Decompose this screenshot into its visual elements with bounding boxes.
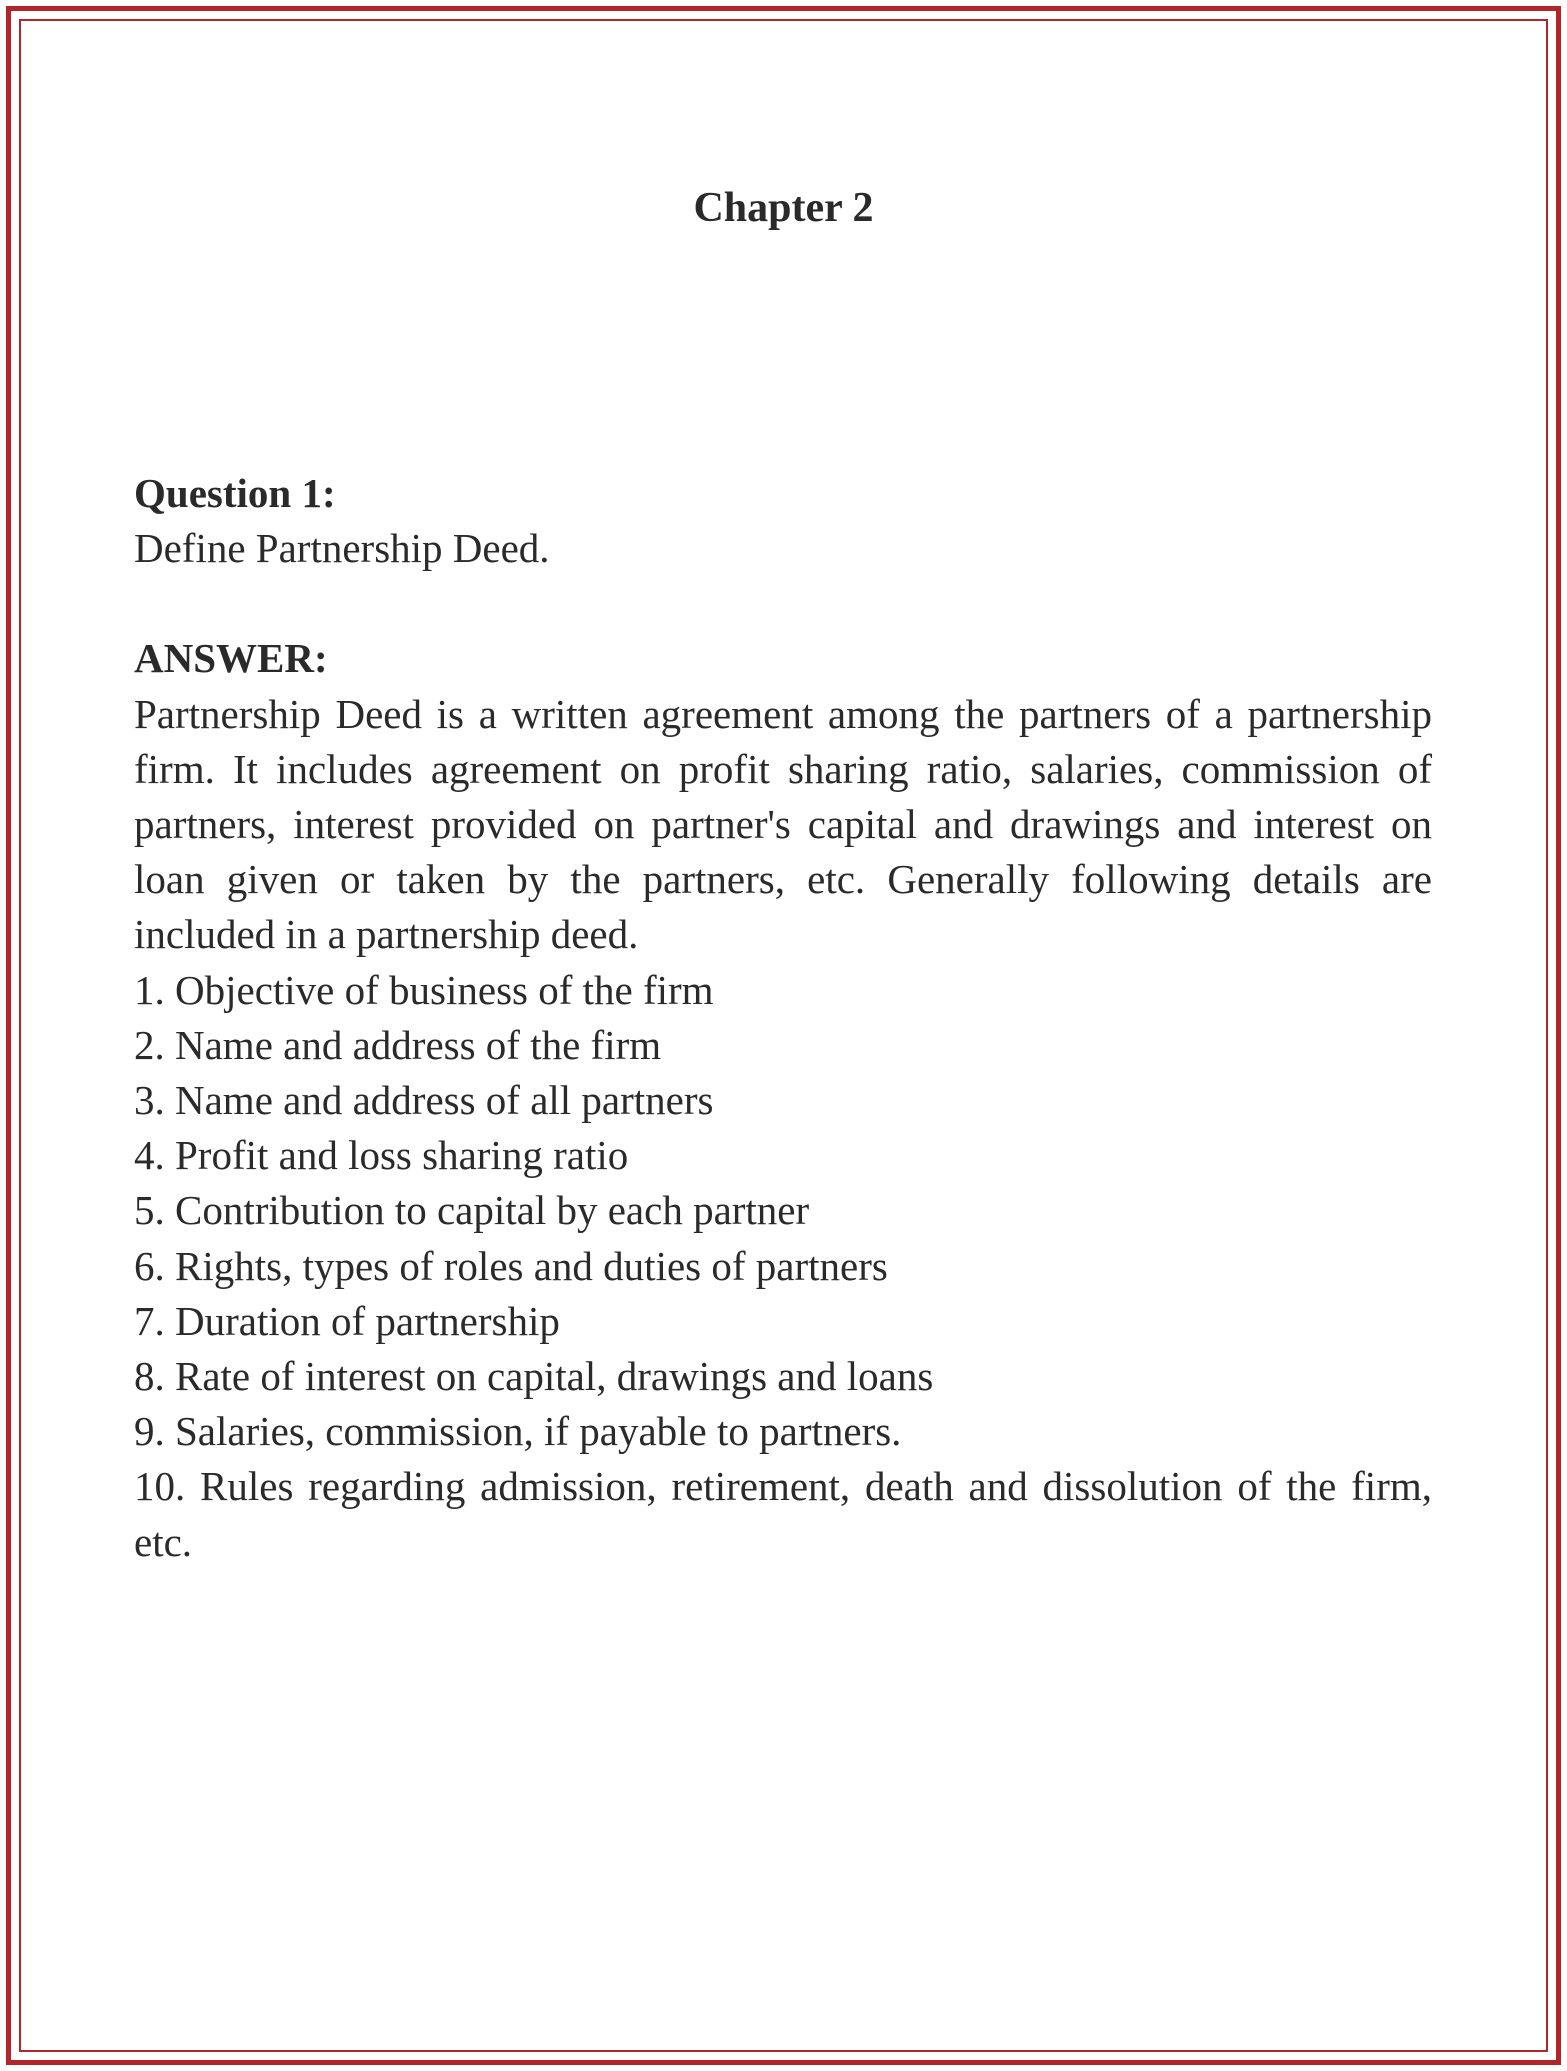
answer-label: ANSWER: [134,635,328,682]
list-item: 3. Name and address of all partners [134,1077,714,1124]
list-item: 6. Rights, types of roles and duties of partners [134,1242,888,1289]
list-item: 10. Rules regarding admission, retirement, death and dissolution of the firm, etc. [134,1463,1432,1565]
list-item: 7. Duration of partnership [134,1297,560,1344]
question-text: Define Partnership Deed. [134,525,550,572]
spacer [134,576,1432,631]
document-content [134,466,1432,1570]
list-item: 8. Rate of interest on capital, drawings and loans [134,1353,934,1400]
list-item: 5. Contribution to capital by each partner [134,1187,810,1234]
chapter-title: Chapter 2 [693,185,874,231]
details-list [134,963,1432,1570]
list-item: 2. Name and address of the firm [134,1021,662,1068]
list-item: 9. Salaries, commission, if payable to partners. [134,1408,902,1455]
question-label: Question 1: [134,470,336,516]
list-item: 1. Objective of business of the firm [134,966,714,1013]
answer-body: Partnership Deed is a written agreement among the partners of a partnership firm. It includes agreement on profit sharing ratio, salaries, commission of partners, interest provided on partner's capital and drawings and interest on loan given or taken by the partners, etc. Generally following details are included in a partnership deed. [134,690,1432,958]
list-item: 4. Profit and loss sharing ratio [134,1132,629,1179]
